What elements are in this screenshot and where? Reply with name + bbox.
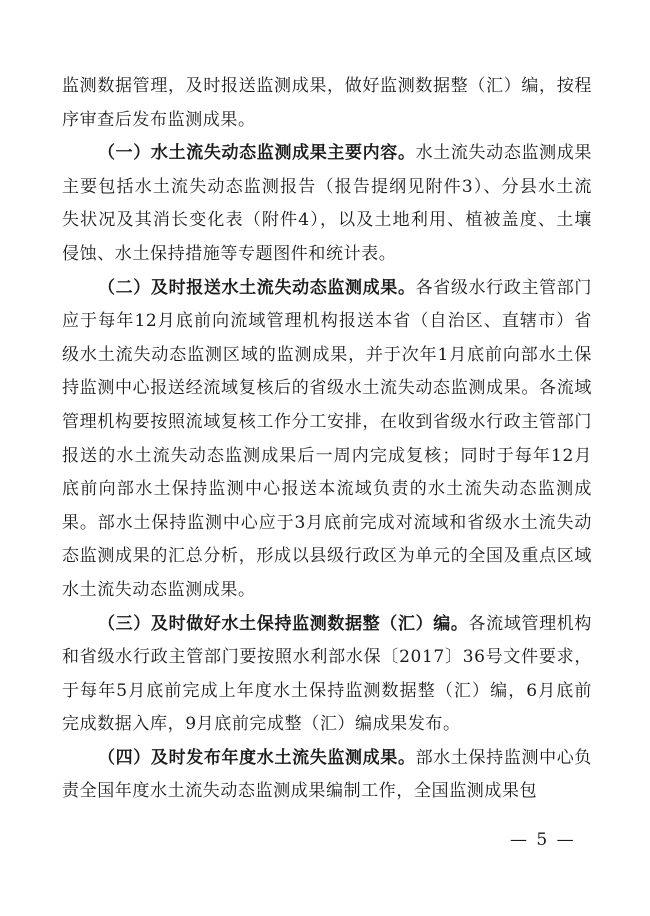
paragraph-text: 各流域管理机构和省级水行政主管部门要按照水利部水保〔2017〕36号文件要求，于每年5月底前完成上年度水土保持监测数据整（汇）编，6月底前完成数据入库，9月底前完成整（汇）编成果发布。 — [62, 613, 592, 735]
section-heading: （一）水土流失动态监测成果主要内容。 — [98, 143, 416, 164]
paragraph-text: 监测数据管理，及时报送监测成果，做好监测数据整（汇）编，按程序审查后发布监测成果。 — [62, 76, 592, 130]
paragraph-section-3 — [62, 608, 592, 742]
paragraph-text: 各省级水行政主管部门应于每年12月底前向流域管理机构报送本省（自治区、直辖市）省级水土流失动态监测区域的监测成果，并于次年1月底前向部水土保持监测中心报送经流域复核后的省级水土流失动态监测成果。各流域管理机构要按照流域复核工作分工安排，在收到省级水行政主管部门报送的水土流失动态监测成果后一周内完成复核；同时于每年12月底前向部水土保持监测中心报送本流域负责的水土流失动态监测成果。部水土保持监测中心应于3月底前完成对流域和省级水土流失动态监测成果的汇总分析，形成以县级行政区为单元的全国及重点区域水土流失动态监测成果。 — [62, 277, 592, 600]
paragraph-section-2 — [62, 272, 592, 608]
page-number: — 5 — — [510, 830, 576, 850]
section-heading: （三）及时做好水土保持监测数据整（汇）编。 — [98, 613, 469, 634]
paragraph-text: 部水土保持监测中心负责全国年度水土流失动态监测成果编制工作，全国监测成果包 — [62, 747, 592, 802]
paragraph-section-4 — [62, 742, 592, 809]
paragraph-section-1 — [62, 137, 592, 271]
section-heading: （四）及时发布年度水土流失监测成果。 — [98, 747, 416, 768]
paragraph-continuation — [62, 70, 592, 137]
paragraph-text: 水土流失动态监测成果主要包括水土流失动态监测报告（报告提纲见附件3）、分县水土流失状况及其消长变化表（附件4），以及土地利用、植被盖度、土壤侵蚀、水土保持措施等专题图件和统计表。 — [62, 143, 592, 264]
section-heading: （二）及时报送水土流失动态监测成果。 — [98, 277, 416, 298]
document-body — [62, 70, 592, 809]
